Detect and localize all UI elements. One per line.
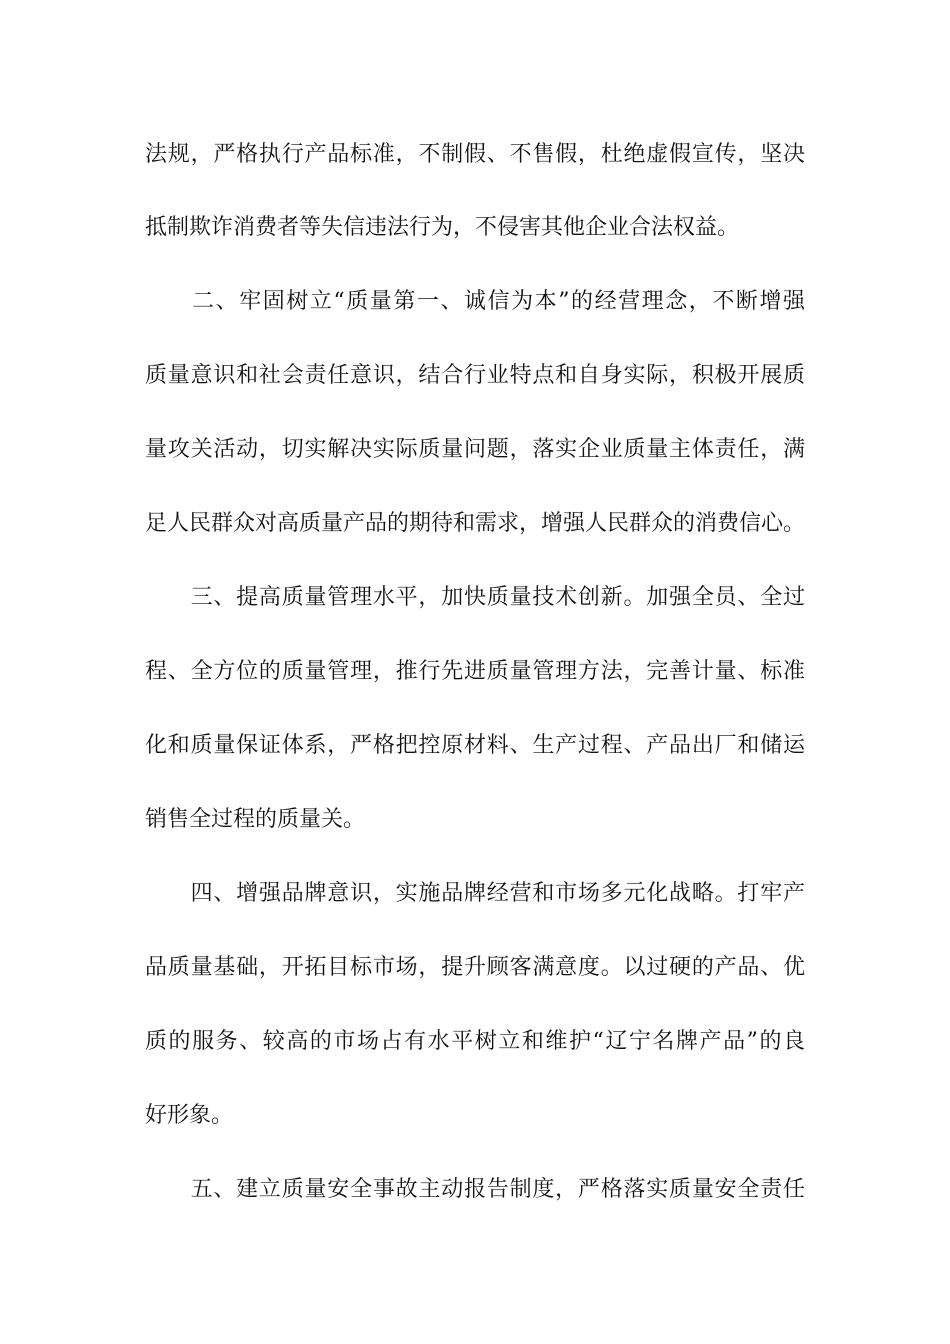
text-line: 质量意识和社会责任意识，结合行业特点和自身实际，积极开展质 <box>145 363 805 388</box>
text-line: 量攻关活动，切实解决实际质量问题，落实企业质量主体责任，满 <box>145 437 805 462</box>
text-line: 三、提高质量管理水平，加快质量技术创新。加强全员、全过 <box>145 585 805 610</box>
text-line: 抵制欺诈消费者等失信违法行为，不侵害其他企业合法权益。 <box>145 215 740 240</box>
text-line: 二、牢固树立“质量第一、诚信为本”的经营理念，不断增强 <box>145 289 805 314</box>
text-line: 四、增强品牌意识，实施品牌经营和市场多元化战略。打牢产 <box>145 881 805 906</box>
text-line: 好形象。 <box>145 1103 234 1128</box>
text-line: 化和质量保证体系，严格把控原材料、生产过程、产品出厂和储运 <box>145 733 805 758</box>
text-line: 质的服务、较高的市场占有水平树立和维护“辽宁名牌产品”的良 <box>145 1029 805 1054</box>
text-line: 足人民群众对高质量产品的期待和需求，增强人民群众的消费信心。 <box>145 511 806 536</box>
text-line: 程、全方位的质量管理，推行先进质量管理方法，完善计量、标准 <box>145 659 805 684</box>
text-line: 销售全过程的质量关。 <box>145 807 366 832</box>
text-line: 法规，严格执行产品标准，不制假、不售假，杜绝虚假宣传，坚决 <box>145 142 805 167</box>
text-line: 品质量基础，开拓目标市场，提升顾客满意度。以过硬的产品、优 <box>145 955 805 980</box>
text-line: 五、建立质量安全事故主动报告制度，严格落实质量安全责任 <box>145 1177 805 1202</box>
